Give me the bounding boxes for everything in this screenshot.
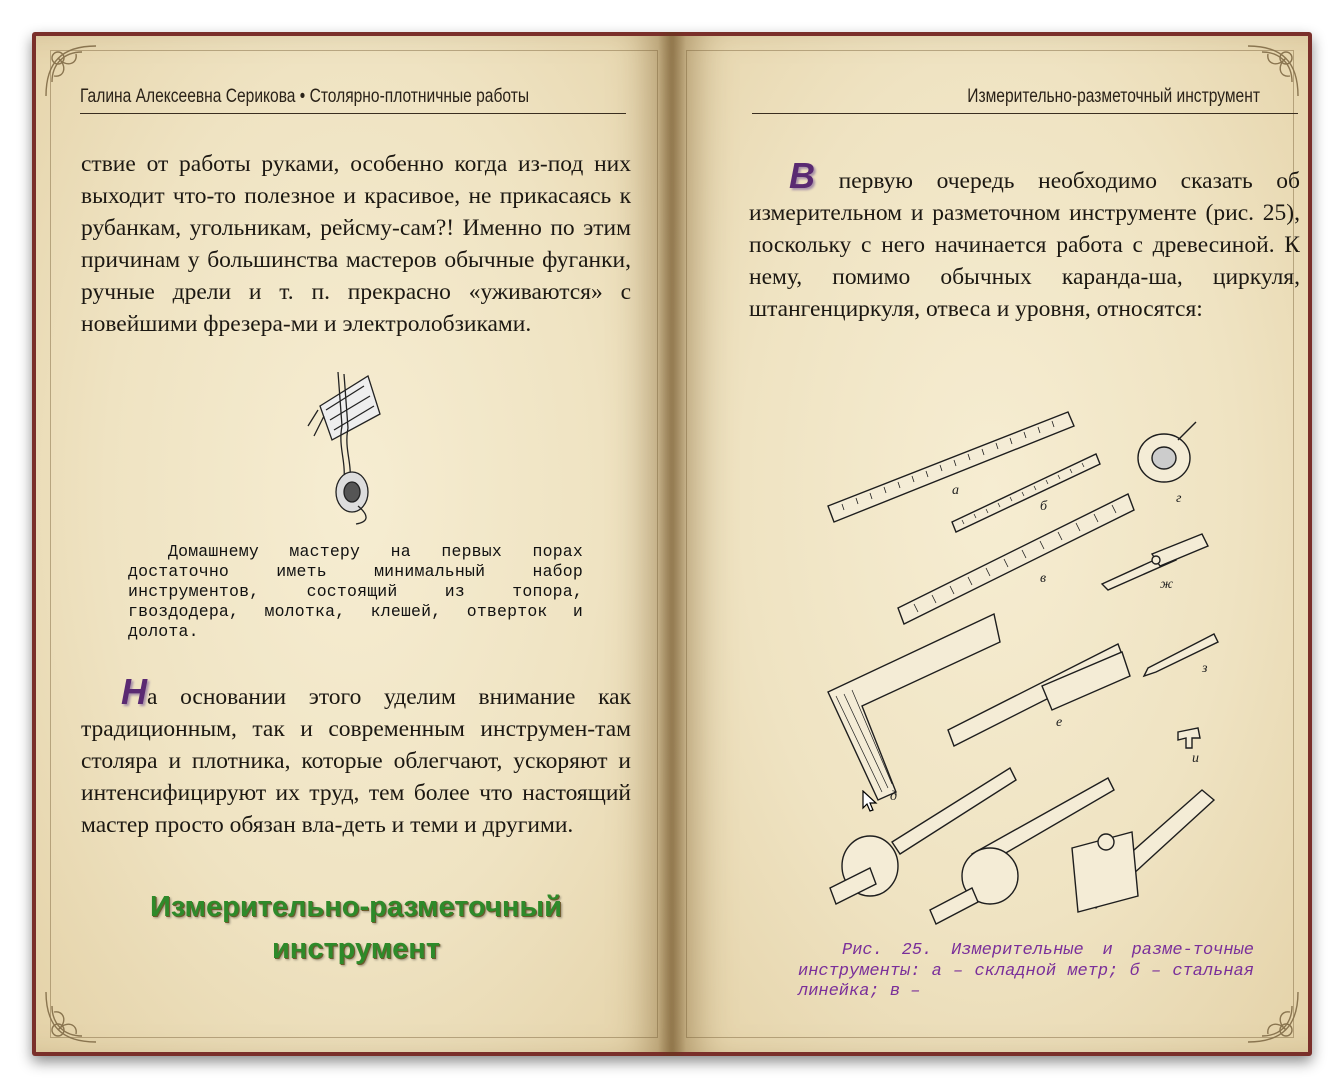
figure-label: в xyxy=(1040,571,1047,586)
paragraph: ствие от работы руками, особенно когда из-под них выходит что-то полезное и красивое, не прикасаясь к рубанкам, угольникам, рейсму-сам?! Именно по этим причинам у большинства мастеров обычные фуганки, ручные дрели и т. п. прекрасно «уживаются» с новейшими фрезера-ми и электролобзиками. xyxy=(81,151,631,337)
header-rule xyxy=(752,113,1298,114)
left-page[interactable] xyxy=(36,36,672,1052)
figure-label: з xyxy=(1202,661,1208,676)
figure-label: и xyxy=(1192,751,1199,766)
figure-caption xyxy=(798,941,1254,1003)
header-rule xyxy=(80,113,626,114)
caption-content: Рис. 25. Измерительные и разме-точные инструменты: а – складной метр; б – стальная линейка; в – xyxy=(798,941,1254,1001)
figure-label: г xyxy=(1176,491,1182,506)
figure-label: а xyxy=(952,483,959,498)
drop-cap: Н xyxy=(121,671,147,712)
paragraph-content: а основании этого уделим внимание как традиционным, так и современным инструмен-там столяра и плотника, которые облегчают, ускоряют и интенсифицируют их труд, тем более что настоящий мастер просто обязан вла-деть и теми и другими. xyxy=(81,684,631,838)
running-header: Измерительно-разметочный инструмент xyxy=(967,86,1260,107)
figure-label: б xyxy=(1040,499,1048,514)
paragraph-content: первую очередь необходимо сказать об измерительном и разметочном инструменте (рис. 25), поскольку с него начинается работа с древесиной. К нему, помимо обычных каранда-ша, циркуля, штангенциркуля, отвеса и уровня, относятся: xyxy=(749,168,1300,322)
running-header: Галина Алексеевна Серикова • Столярно-плотничные работы xyxy=(80,86,530,107)
tape-measure-illustration xyxy=(298,366,398,526)
right-page[interactable] xyxy=(672,36,1308,1052)
mouse-cursor-icon xyxy=(862,790,878,814)
figure-label: ж xyxy=(1160,577,1174,592)
note-text xyxy=(128,542,583,642)
section-title: Измерительно-разметочный инструмент xyxy=(150,891,562,965)
book xyxy=(32,32,1312,1056)
measuring-tools-figure xyxy=(822,376,1242,926)
corner-ornament-icon xyxy=(42,988,100,1046)
note-content: Домашнему мастеру на первых порах достаточно иметь минимальный набор инструментов, состоящий из топора, гвоздодера, молотка, клешей, отверток и долота. xyxy=(128,542,583,641)
drop-cap: В xyxy=(789,155,815,196)
paragraph xyxy=(81,671,631,841)
figure-label: д xyxy=(890,789,898,804)
paragraph xyxy=(749,155,1300,325)
figure-label: е xyxy=(1056,715,1063,730)
